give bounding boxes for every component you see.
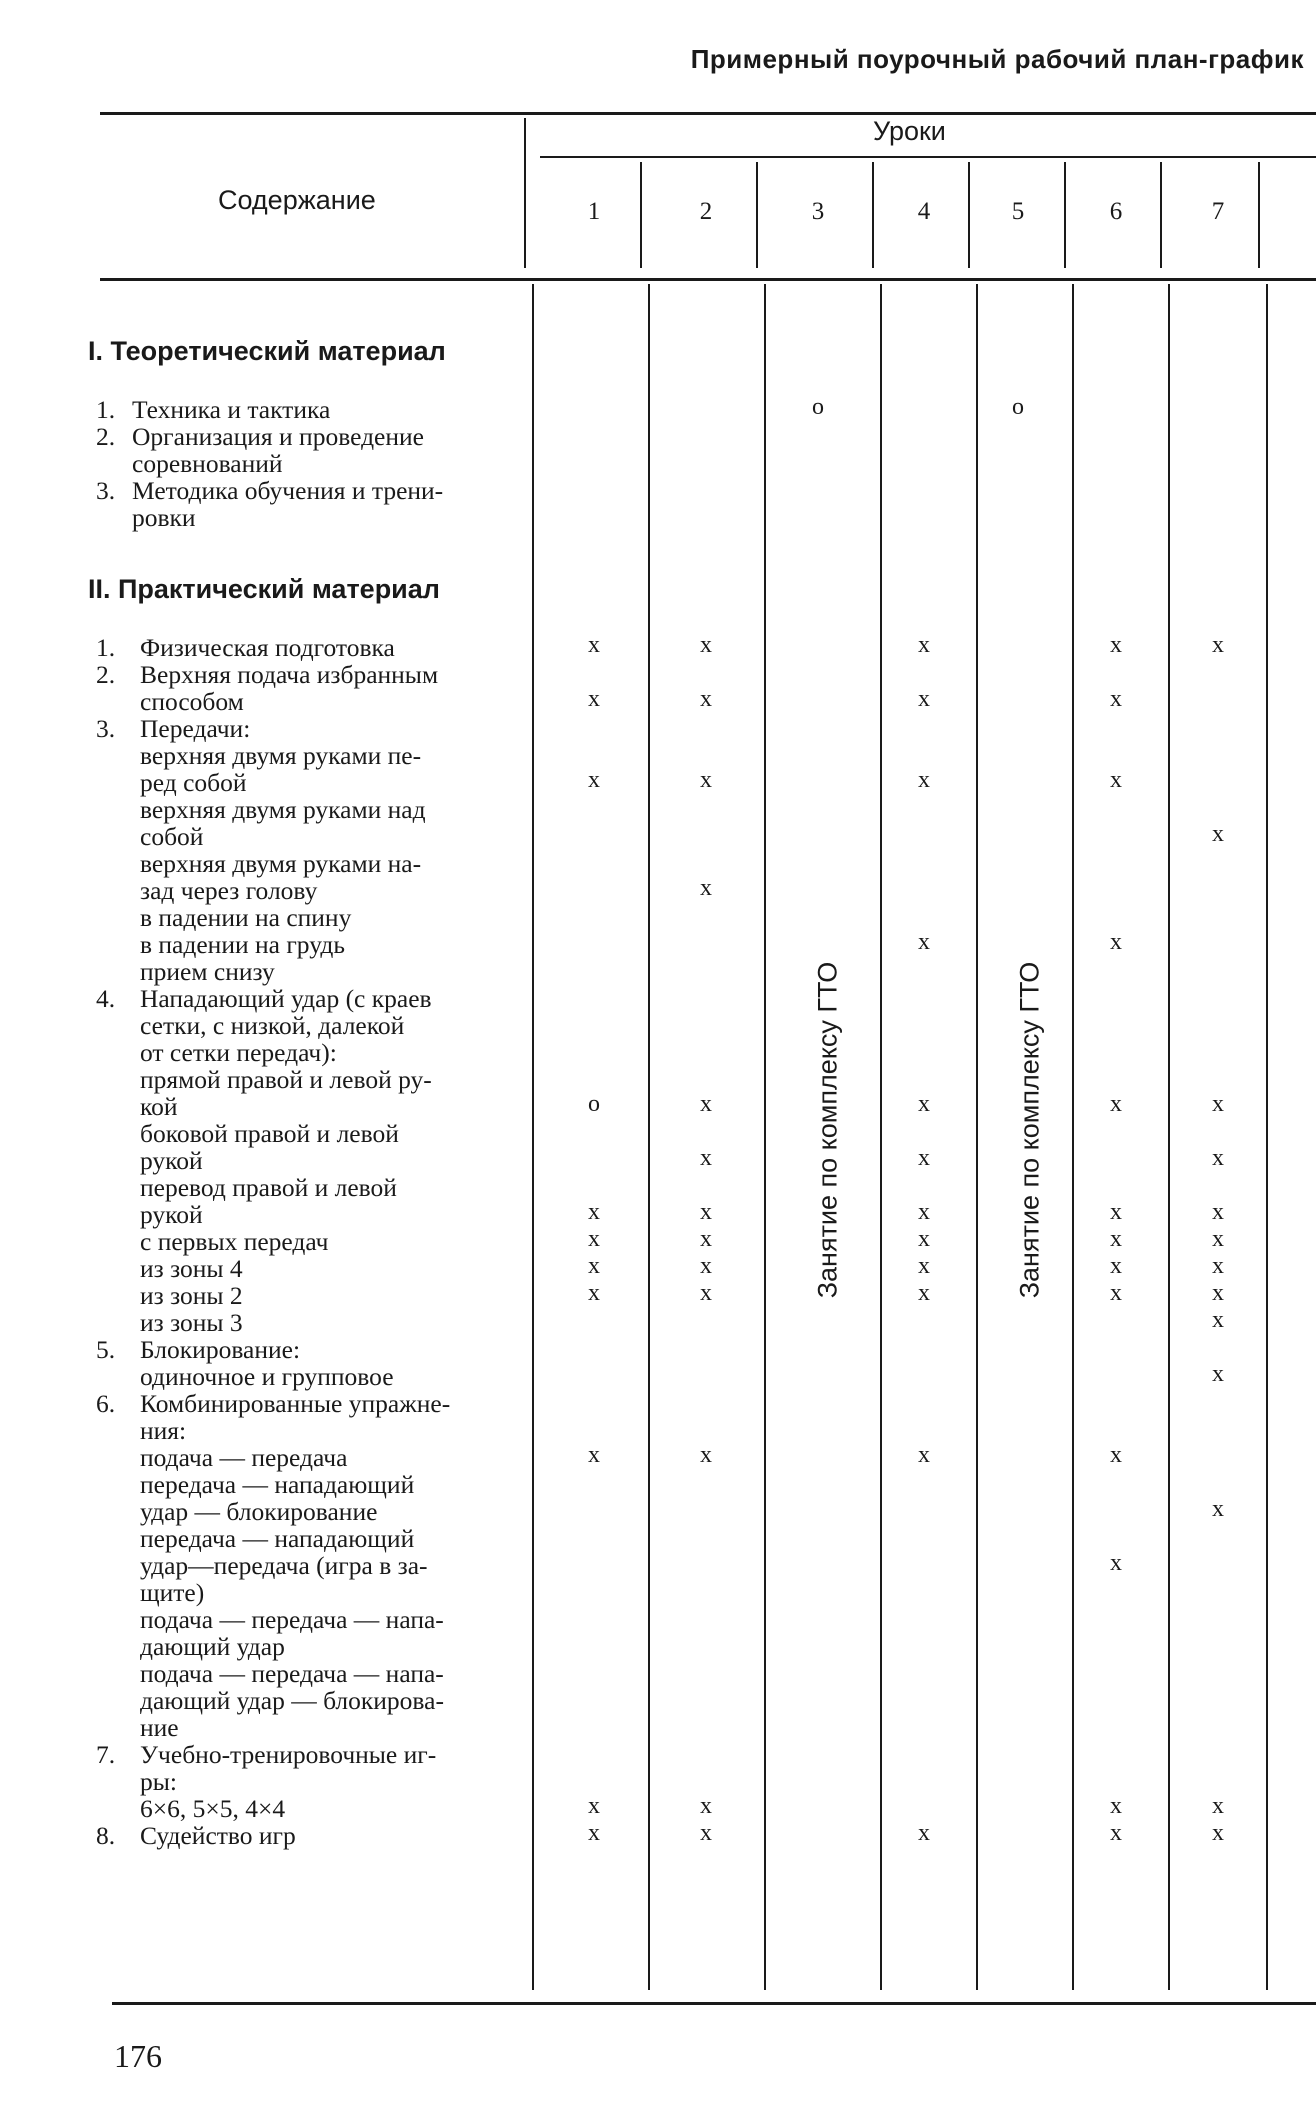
content-line: рукой [140,1146,203,1175]
column-rule-header [524,118,526,268]
content-line: удар — блокирование [140,1497,378,1526]
column-rule-body [532,284,534,1990]
content-line: одиночное и групповое [140,1362,394,1391]
lesson-mark: х [588,1442,600,1468]
lesson-mark: х [588,632,600,658]
lesson-mark: х [588,1280,600,1306]
lesson-mark: х [918,1820,930,1846]
content-line: перевод правой и левой [140,1173,397,1202]
content-line: удар—передача (игра в за- [140,1551,428,1580]
content-line: Судейство игр [140,1821,296,1850]
content-line: кой [140,1092,178,1121]
column-rule-body [1266,284,1268,1990]
lesson-mark: х [700,1091,712,1117]
content-line: дающий удар — блокирова- [140,1686,444,1715]
content-line: Передачи: [140,714,251,743]
content-line: Физическая подготовка [140,633,395,662]
content-line: Техника и тактика [132,395,331,424]
column-rule-header [640,162,642,268]
lesson-mark: х [588,686,600,712]
item-number: 5. [96,1335,116,1364]
lesson-mark: х [1212,632,1224,658]
content-line: собой [140,822,204,851]
content-line: зад через голову [140,876,318,905]
item-number: 7. [96,1740,116,1769]
content-line: ры: [140,1767,177,1796]
content-line: подача — передача — напа- [140,1659,444,1688]
gto-lesson-3-label: Занятие по комплексу ГТО [812,961,843,1299]
lesson-mark: х [1212,1253,1224,1279]
table-bottom-rule [112,2002,1316,2005]
content-line: Методика обучения и трени- [132,476,444,505]
lesson-mark: х [700,1820,712,1846]
lesson-mark: х [918,1253,930,1279]
lesson-mark: х [1110,686,1122,712]
content-line: верхняя двумя руками над [140,795,426,824]
lesson-mark: х [918,1199,930,1225]
lesson-mark: х [1110,1226,1122,1252]
column-rule-header [756,162,758,268]
content-line: Верхняя подача избранным [140,660,439,689]
lesson-mark: х [1110,1091,1122,1117]
column-rule-header [968,162,970,268]
lesson-number-4: 4 [917,198,931,225]
content-line: в падении на грудь [140,930,345,959]
lesson-mark: х [1110,767,1122,793]
lesson-mark: х [1212,1361,1224,1387]
item-number: 4. [96,984,116,1013]
gto-lesson-5-label: Занятие по комплексу ГТО [1014,961,1045,1299]
lesson-number-5: 5 [1011,198,1025,225]
column-rule-body [648,284,650,1990]
lesson-number-3: 3 [811,198,825,225]
content-line: передача — нападающий [140,1470,415,1499]
content-line: из зоны 2 [140,1281,243,1310]
item-number: 6. [96,1389,116,1418]
lesson-number-6: 6 [1109,198,1123,225]
lesson-mark: х [700,767,712,793]
column-rule-body [1168,284,1170,1990]
lesson-mark: х [700,1145,712,1171]
lesson-mark: х [1110,1280,1122,1306]
lesson-mark: х [1110,1253,1122,1279]
lesson-number-2: 2 [699,198,713,225]
lesson-mark: х [700,1793,712,1819]
content-line: верхняя двумя руками пе- [140,741,422,770]
lesson-mark: х [1110,1550,1122,1576]
column-rule-header [1258,162,1260,268]
lesson-mark: х [588,767,600,793]
lesson-mark: х [700,1199,712,1225]
content-line: рукой [140,1200,203,1229]
content-line: из зоны 4 [140,1254,243,1283]
lesson-mark: х [588,1793,600,1819]
lesson-mark: о [1012,394,1024,420]
content-line: подача — передача [140,1443,348,1472]
column-rule-body [764,284,766,1990]
lesson-mark: о [812,394,824,420]
lesson-mark: х [1212,1496,1224,1522]
content-column-header: Содержание [218,185,376,215]
column-rule-header [1064,162,1066,268]
item-number: 3. [96,714,116,743]
lessons-subheader-rule [540,156,1316,158]
lesson-mark: х [700,1280,712,1306]
content-line: способом [140,687,244,716]
content-line: соревнований [132,449,283,478]
content-line: ние [140,1713,179,1742]
content-line: Блокирование: [140,1335,301,1364]
lesson-mark: х [1212,1793,1224,1819]
content-line: щите) [140,1578,205,1607]
lesson-number-7: 7 [1211,198,1225,225]
item-number: 2. [96,660,116,689]
lesson-mark: х [918,767,930,793]
lesson-mark: х [918,929,930,955]
lesson-mark: х [1212,1307,1224,1333]
lesson-mark: х [1212,821,1224,847]
lesson-number-1: 1 [587,198,601,225]
item-number: 8. [96,1821,116,1850]
page-title: Примерный поурочный рабочий план-график [690,44,1304,74]
lesson-mark: х [700,875,712,901]
lesson-mark: х [1212,1820,1224,1846]
lesson-mark: х [1110,1199,1122,1225]
content-line: от сетки передач): [140,1038,337,1067]
lesson-mark: х [918,1091,930,1117]
lesson-mark: х [1212,1199,1224,1225]
lesson-mark: х [588,1226,600,1252]
content-line: Организация и проведение [132,422,424,451]
content-line: подача — передача — напа- [140,1605,444,1634]
content-line: ния: [140,1416,187,1445]
header-bottom-rule [100,278,1316,281]
lesson-mark: х [588,1253,600,1279]
lesson-mark: х [700,686,712,712]
lesson-mark: х [700,632,712,658]
column-rule-body [1072,284,1074,1990]
content-line: прием снизу [140,957,275,986]
content-line: 6×6, 5×5, 4×4 [140,1794,286,1823]
lesson-mark: х [1110,1820,1122,1846]
content-line: верхняя двумя руками на- [140,849,422,878]
content-line: прямой правой и левой ру- [140,1065,432,1094]
content-line: боковой правой и левой [140,1119,399,1148]
lesson-mark: х [1110,929,1122,955]
lesson-mark: х [918,1226,930,1252]
lesson-mark: х [1110,632,1122,658]
item-number: 3. [96,476,116,505]
lesson-mark: х [588,1820,600,1846]
lesson-mark: х [700,1253,712,1279]
section-title: I. Теоретический материал [88,336,446,366]
lesson-mark: х [1212,1226,1224,1252]
lesson-mark: х [1212,1091,1224,1117]
lesson-mark: х [918,1145,930,1171]
content-line: Учебно-тренировочные иг- [140,1740,437,1769]
lesson-mark: х [1110,1442,1122,1468]
content-line: с первых передач [140,1227,329,1256]
lesson-mark: х [918,1280,930,1306]
content-line: из зоны 3 [140,1308,243,1337]
content-line: дающий удар [140,1632,285,1661]
column-rule-body [880,284,882,1990]
content-line: ровки [132,503,196,532]
content-line: сетки, с низкой, далекой [140,1011,405,1040]
item-number: 1. [96,395,116,424]
column-rule-body [976,284,978,1990]
section-title: II. Практический материал [88,574,440,604]
column-rule-header [1160,162,1162,268]
lessons-header: Уроки [873,116,946,146]
column-rule-header [872,162,874,268]
page-number: 176 [114,2038,162,2074]
content-line: в падении на спину [140,903,352,932]
lesson-mark: х [918,686,930,712]
lesson-mark: х [1212,1145,1224,1171]
lesson-mark: х [588,1199,600,1225]
content-line: Комбинированные упражне- [140,1389,451,1418]
lesson-mark: х [700,1442,712,1468]
table-top-rule [100,112,1316,115]
lesson-mark: х [918,632,930,658]
lesson-mark: х [1212,1280,1224,1306]
lesson-mark: о [588,1091,600,1117]
item-number: 1. [96,633,116,662]
content-line: ред собой [140,768,247,797]
content-line: Нападающий удар (с краев [140,984,432,1013]
content-line: передача — нападающий [140,1524,415,1553]
lesson-mark: х [1110,1793,1122,1819]
lesson-mark: х [700,1226,712,1252]
lesson-mark: х [918,1442,930,1468]
item-number: 2. [96,422,116,451]
